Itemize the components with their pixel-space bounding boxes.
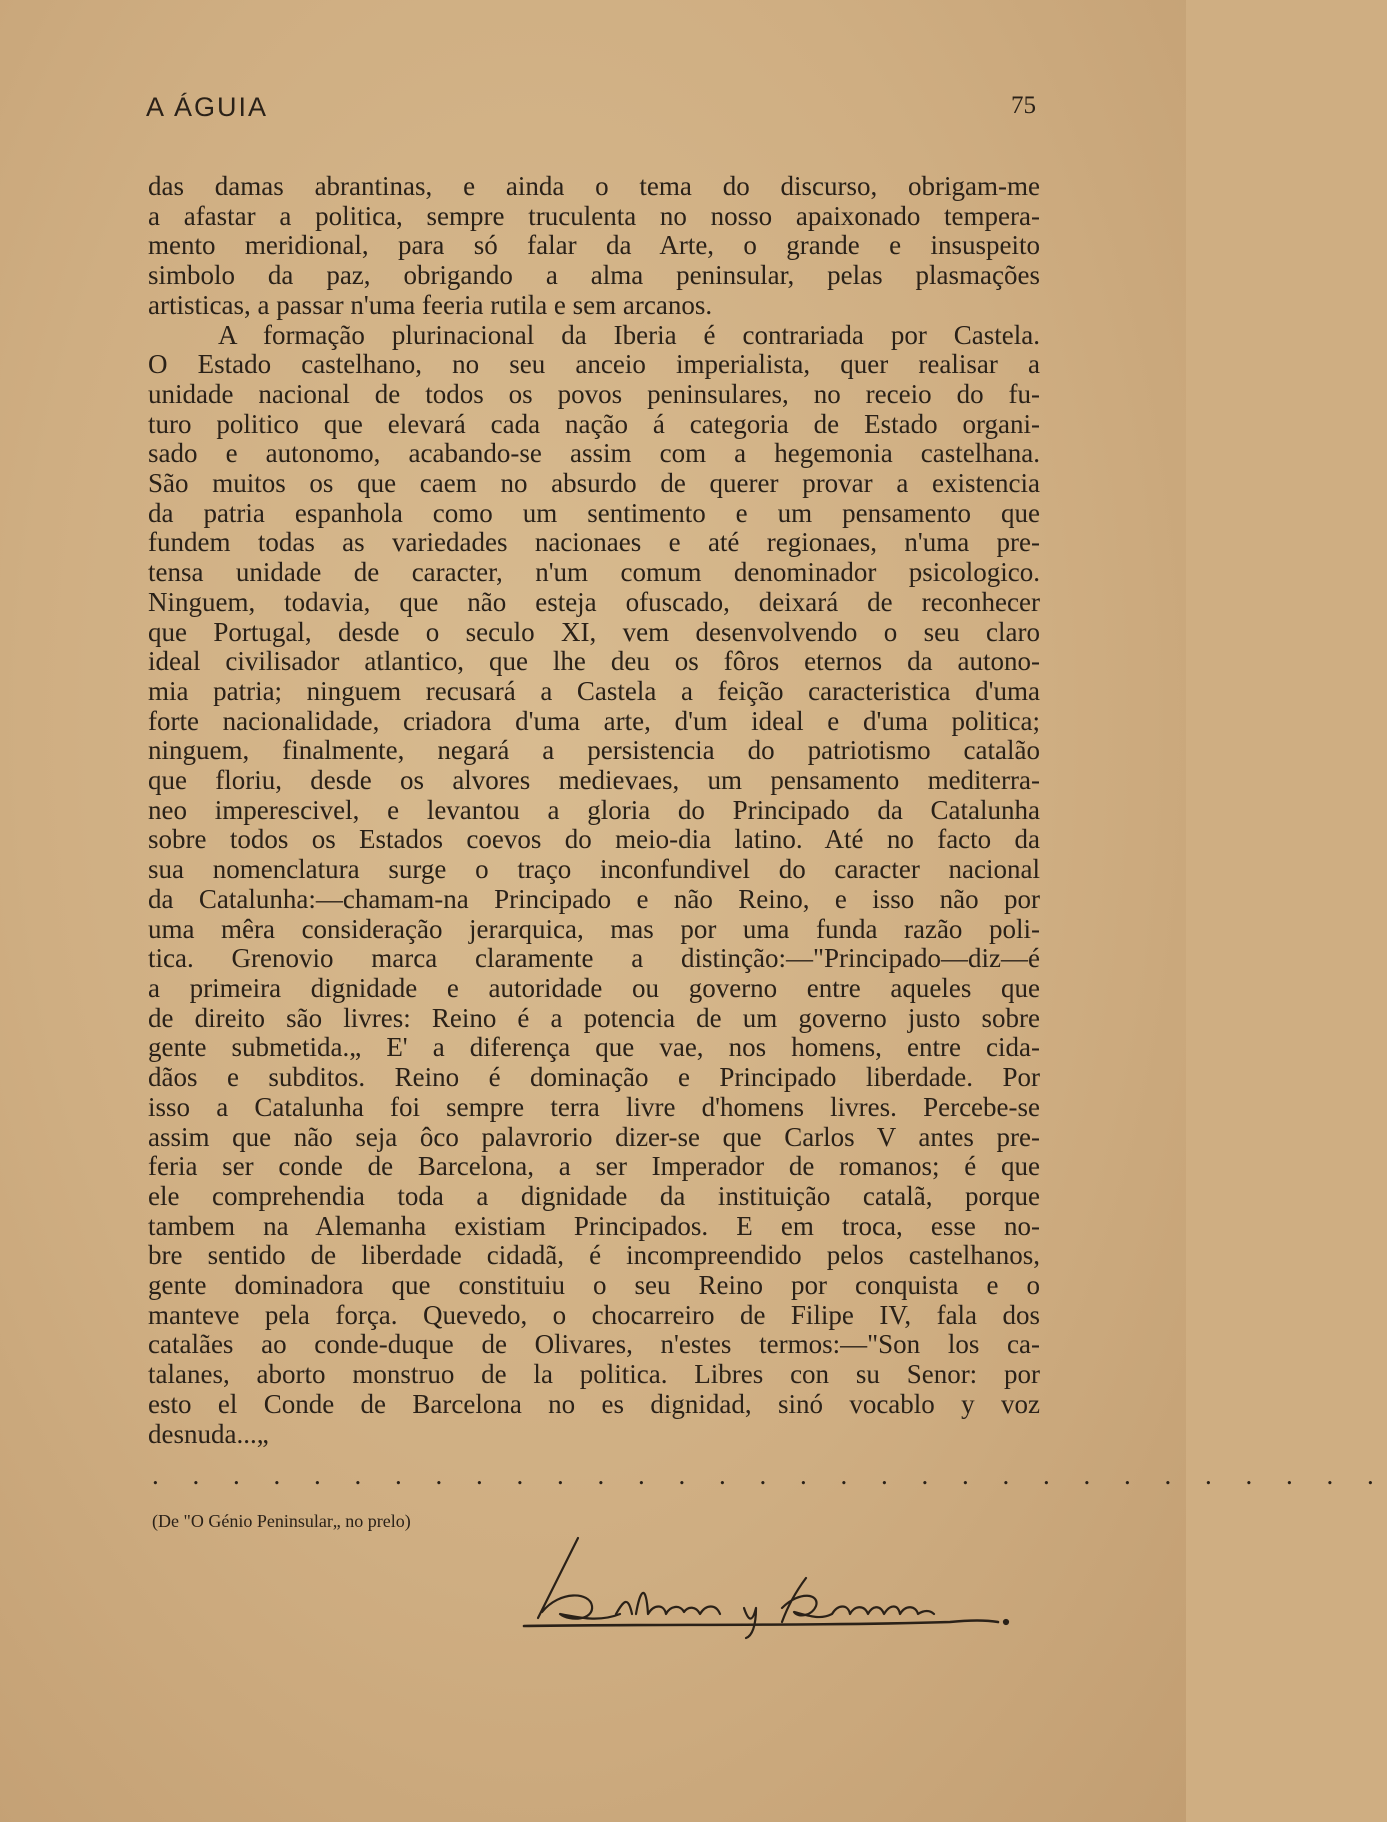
text-line: isso a Catalunha foi sempre terra livre d'homens livres. Percebe-se — [148, 1091, 1040, 1122]
text-line: turo politico que elevará cada nação á categoria de Estado organi- — [148, 408, 1040, 439]
ellipsis-separator: . . . . . . . . . . . . . . . . . . . . . . . . . . . . . . . — [152, 1460, 1387, 1490]
text-line: A formação plurinacional da Iberia é contrariada por Castela. — [218, 319, 1040, 350]
text-line: gente submetida.„ E' a diferença que vae, nos homens, entre cida- — [148, 1032, 1040, 1063]
text-line: a primeira dignidade e autoridade ou governo entre aqueles que — [148, 972, 1040, 1003]
text-line: São muitos os que caem no absurdo de querer provar a existencia — [148, 468, 1040, 499]
text-line: fundem todas as variedades nacionaes e até regionaes, n'uma pre- — [148, 527, 1040, 558]
page-number: 75 — [1011, 92, 1036, 119]
text-line: que floriu, desde os alvores medievaes, um pensamento mediterra- — [148, 765, 1040, 796]
text-line: das damas abrantinas, e ainda o tema do discurso, obrigam-me — [148, 171, 1040, 201]
text-line: da patria espanhola como um sentimento e um pensamento que — [148, 497, 1040, 528]
text-line: da Catalunha:—chamam-na Principado e não Reino, e isso não por — [148, 883, 1040, 914]
text-line: de direito são livres: Reino é a potencia de um governo justo sobre — [148, 1002, 1040, 1033]
text-line: mento meridional, para só falar da Arte, o grande e insuspeito — [148, 230, 1040, 261]
text-line: Ninguem, todavia, que não esteja ofuscado, deixará de reconhecer — [148, 586, 1040, 617]
text-line: gente dominadora que constituiu o seu Reino por conquista e o — [148, 1270, 1040, 1301]
text-line: bre sentido de liberdade cidadã, é incompreendido pelos castelhanos, — [148, 1240, 1040, 1271]
text-line: tensa unidade de caracter, n'um comum denominador psicologico. — [148, 557, 1040, 588]
text-line: talanes, aborto monstruo de la politica. Libres con su Senor: por — [148, 1359, 1040, 1390]
text-line: a afastar a politica, sempre truculenta no nosso apaixonado tempera- — [148, 200, 1040, 231]
source-note: (De "O Génio Peninsular„ no prelo) — [152, 1511, 411, 1531]
text-line: simbolo da paz, obrigando a alma peninsular, pelas plasmações — [148, 260, 1040, 291]
text-line: O Estado castelhano, no seu anceio imperialista, quer realisar a — [148, 349, 1040, 380]
text-line: forte nacionalidade, criadora d'uma arte, d'um ideal e d'uma politica; — [148, 705, 1040, 736]
text-line: unidade nacional de todos os povos peninsulares, no receio do fu- — [148, 378, 1040, 409]
text-line: manteve pela força. Quevedo, o chocarreiro de Filipe IV, fala dos — [148, 1299, 1040, 1330]
text-line: ele comprehendia toda a dignidade da instituição catalã, porque — [148, 1180, 1040, 1211]
signature-text: Ribera y Rovira — [520, 1530, 527, 1531]
text-line: sua nomenclatura surge o traço inconfundivel do caracter nacional — [148, 854, 1040, 885]
text-line: tica. Grenovio marca claramente a distinção:—"Principado—diz—é — [148, 943, 1040, 974]
text-line: esto el Conde de Barcelona no es dignidad, sinó vocablo y voz — [148, 1388, 1040, 1419]
text-line: que Portugal, desde o seculo XI, vem desenvolvendo o seu claro — [148, 616, 1040, 647]
text-line: feria ser conde de Barcelona, a ser Imperador de romanos; é que — [148, 1151, 1040, 1182]
text-line: artisticas, a passar n'uma feeria rutila e sem arcanos. — [148, 289, 713, 320]
text-line: assim que não seja ôco palavrorio dizer-se que Carlos V antes pre- — [148, 1121, 1040, 1152]
text-line: ninguem, finalmente, negará a persistencia do patriotismo catalão — [148, 735, 1040, 766]
text-line: dãos e subditos. Reino é dominação e Principado liberdade. Por — [148, 1062, 1040, 1093]
text-line: mia patria; ninguem recusará a Castela a feição caracteristica d'uma — [148, 675, 1040, 706]
text-line: desnuda...„ — [148, 1418, 269, 1449]
text-line: catalães ao conde-duque de Olivares, n'estes termos:—"Son los ca- — [148, 1329, 1040, 1360]
text-line: sado e autonomo, acabando-se assim com a hegemonia castelhana. — [148, 438, 1040, 469]
running-title: A ÁGUIA — [146, 92, 269, 122]
body-text — [148, 172, 1040, 1449]
text-line: ideal civilisador atlantico, que lhe deu os fôros eternos da autono- — [148, 646, 1040, 677]
text-line: sobre todos os Estados coevos do meio-dia latino. Até no facto da — [148, 824, 1040, 855]
text-line: tambem na Alemanha existiam Principados. E em troca, esse no- — [148, 1210, 1040, 1241]
text-line: neo imperescivel, e levantou a gloria do Principado da Catalunha — [148, 794, 1040, 825]
signature — [520, 1530, 1040, 1640]
page-header — [146, 92, 1036, 132]
text-line: uma mêra consideração jerarquica, mas por uma funda razão poli- — [148, 913, 1040, 944]
